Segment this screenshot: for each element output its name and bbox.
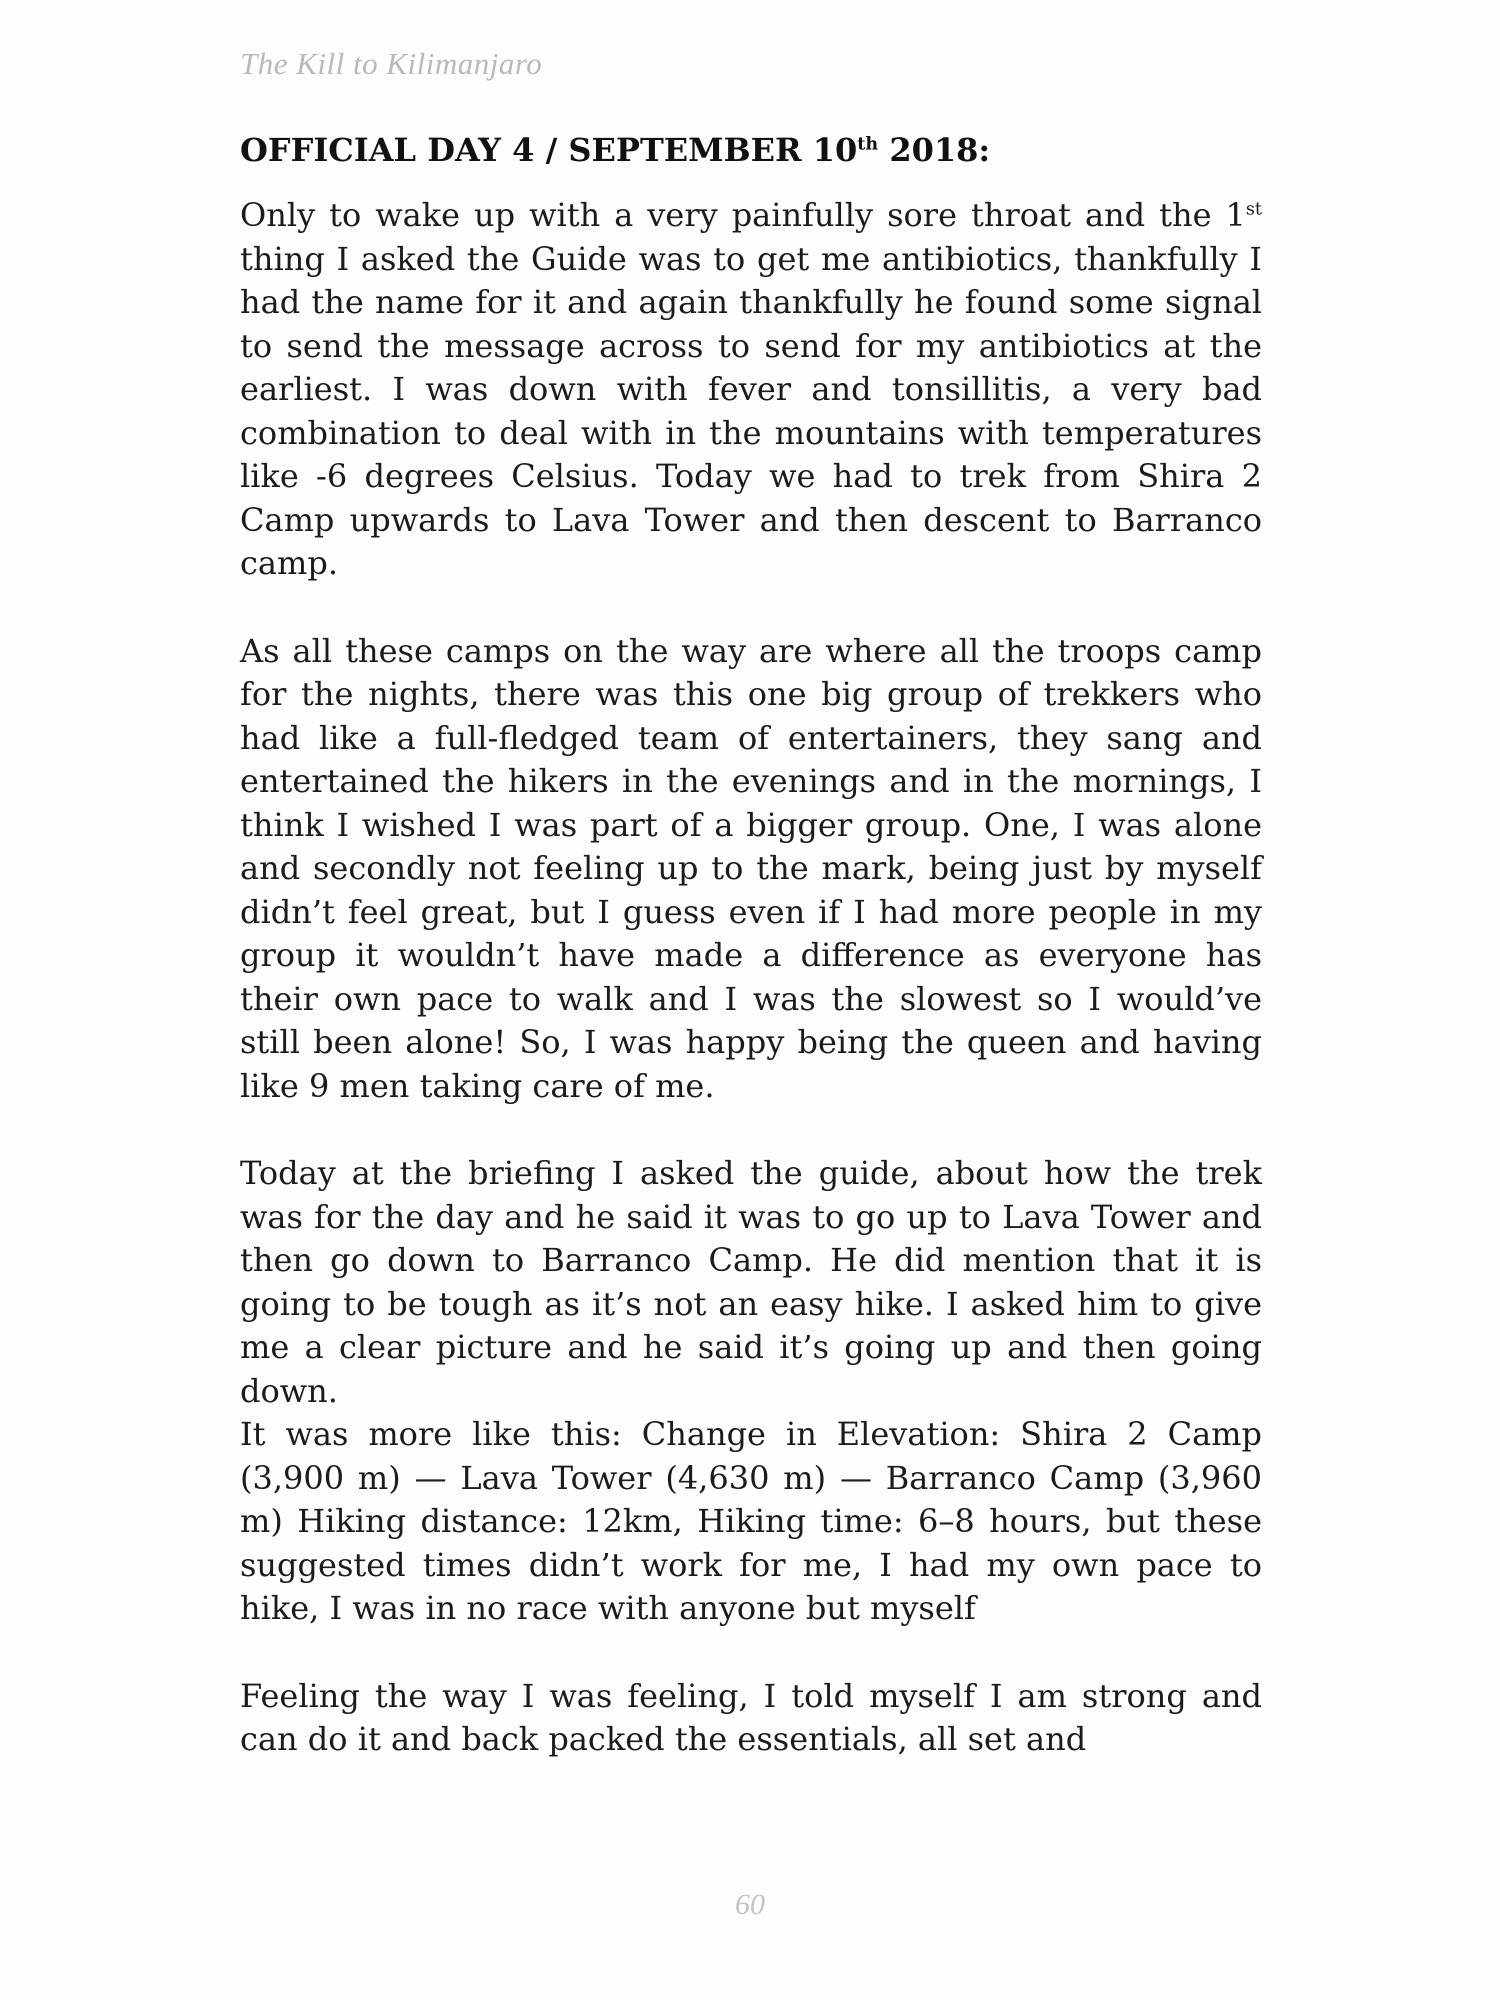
paragraph-3: Today at the briefing I asked the guide, about how the trek was for the day and he said it was to go up to Lava Tower and then go down to Barranco Camp. He did mention that it is going to be tough as it’s not an easy hike. I asked him to give me a clear picture and he said it’s going up and then going down.	[240, 1154, 1262, 1410]
heading-prefix: OFFICIAL DAY 4 / SEPTEMBER 10	[240, 131, 858, 169]
paragraph-2: As all these camps on the way are where all the troops camp for the nights, there was this one big group of trekkers who had like a full-fledged team of entertainers, they sang and entertained the hikers in the evenings and in the mornings, I think I wished I was part of a bigger group. One, I was alone and secondly not feeling up to the mark, being just by myself didn’t feel great, but I guess even if I had more people in my group it wouldn’t have made a difference as everyone has their own pace to walk and I was the slowest so I would’ve still been alone! So, I was happy being the queen and having like 9 men taking care of me.	[240, 631, 1262, 1105]
heading-suffix: 2018:	[878, 131, 991, 169]
running-head: The Kill to Kilimanjaro	[240, 46, 543, 81]
paragraph-1-part-b: thing I asked the Guide was to get me antibiotics, thankfully I had the name for it and again thankfully he found some signal to send the message across to send for my antibiotics at the earliest. I was down with fever and tonsillitis, a very bad combination to deal with in the mountains with temperatures like -6 degrees Celsius. Today we had to trek from Shira 2 Camp upwards to Lava Tower and then descent to Barranco camp.	[240, 239, 1262, 582]
heading-ordinal: th	[857, 133, 879, 155]
paragraph-5: Feeling the way I was feeling, I told myself I am strong and can do it and back packed the essentials, all set and	[240, 1676, 1262, 1758]
paragraph-1	[240, 194, 1262, 586]
page-number: 60	[735, 1888, 765, 1921]
page-content	[240, 128, 1262, 1762]
day-heading	[240, 128, 1262, 172]
paragraph-4: It was more like this: Change in Elevation: Shira 2 Camp (3,900 m) — Lava Tower (4,630 m) — Barranco Camp (3,960 m) Hiking distance: 12km, Hiking time: 6–8 hours, but these suggested times didn’t work for me, I had my own pace to hike, I was in no race with anyone but myself	[240, 1415, 1262, 1627]
paragraph-1-ordinal: st	[1245, 199, 1262, 220]
paragraph-1-part-a: Only to wake up with a very painfully sore throat and the 1	[240, 196, 1246, 234]
